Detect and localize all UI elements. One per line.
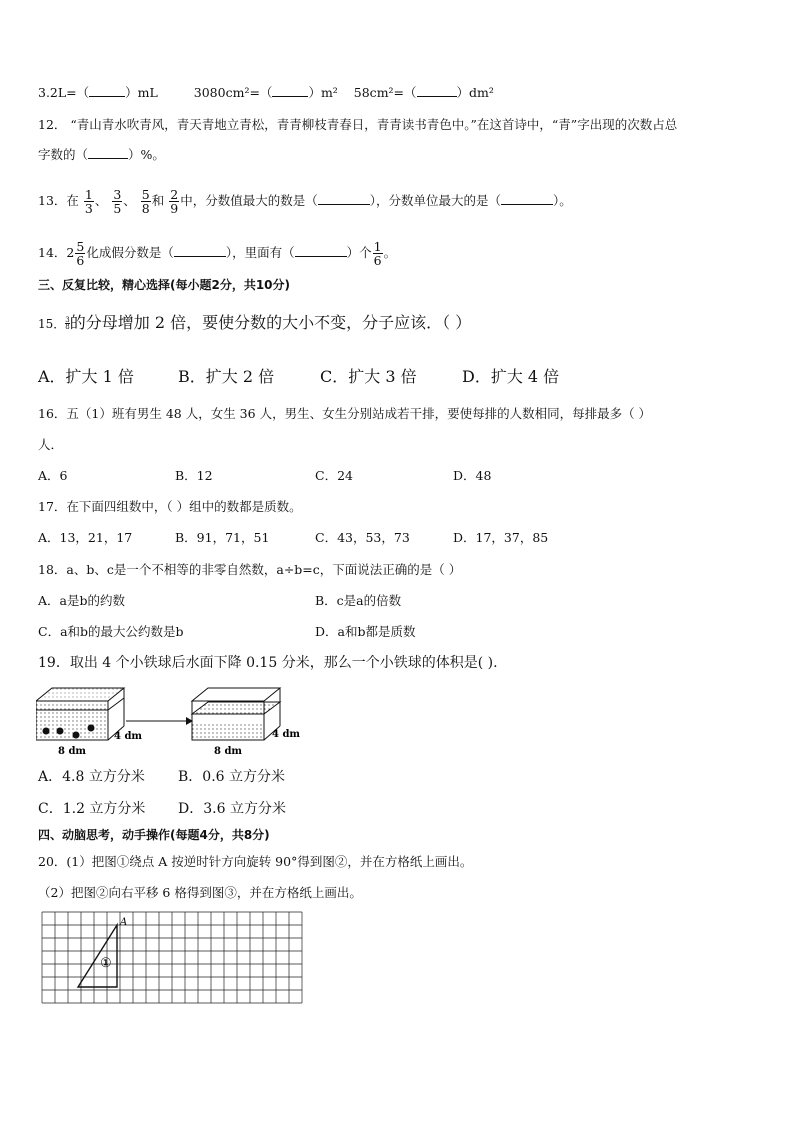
q13-line: 13．在 $\frac{1}{3}$ 、 $\frac{3}{5}$ 、 $\frac{5}{8}$ 和 $\frac{2}{9}$ 中，分数值最大的数是（ ），分数单位最大的是（ ）。	[38, 187, 572, 216]
q18-option-a[interactable]: A．a是b的约数	[38, 593, 125, 608]
q13-blank-2[interactable]	[501, 192, 553, 205]
q18-option-c[interactable]: C．a和b的最大公约数是b	[38, 624, 184, 639]
q16-line-2: 人．	[38, 437, 64, 452]
q15-option-a[interactable]: A．扩大 1 倍	[38, 367, 134, 386]
point-a-label: A	[120, 917, 128, 928]
q17-line: 17．在下面四组数中，（ ）组中的数都是质数。	[38, 499, 302, 514]
q11-blank-3[interactable]	[417, 84, 457, 97]
q19-option-c[interactable]: C．1.2 立方分米	[38, 801, 146, 817]
q16-option-c[interactable]: C．24	[315, 468, 353, 483]
q15-option-c[interactable]: C．扩大 3 倍	[320, 367, 417, 386]
q13-fraction-3: $\frac{5}{8}$	[141, 187, 150, 216]
tank1-height-label: 4 dm	[114, 731, 143, 742]
q15-fraction: $\frac{3}{8}$	[65, 316, 70, 331]
q11-line: 3.2L=（ ）mL 3080cm²=（ ）m² 58cm²=（ ）dm²	[38, 85, 494, 100]
tank-before	[36, 688, 124, 740]
q14-unit-fraction: $\frac{1}{6}$	[373, 239, 382, 268]
q19-tank-figure	[36, 684, 336, 764]
q17-option-a[interactable]: A．13，21，17	[38, 530, 133, 545]
q14-blank-2[interactable]	[295, 244, 347, 257]
q13-fraction-4: $\frac{2}{9}$	[170, 187, 179, 216]
tank2-width-label: 8 dm	[214, 746, 243, 757]
q15-option-b[interactable]: B．扩大 2 倍	[178, 367, 275, 386]
q19-option-b[interactable]: B．0.6 立方分米	[178, 769, 286, 785]
iron-ball	[57, 728, 64, 735]
q20-line-2: （2）把图②向右平移 6 格得到图③，并在方格纸上画出。	[38, 885, 362, 900]
q18-option-b[interactable]: B．c是a的倍数	[315, 593, 402, 608]
tank-after	[192, 688, 280, 740]
q18-line: 18．a、b、c是一个不相等的非零自然数，a÷b=c，下面说法正确的是（ ）	[38, 562, 462, 577]
q13-blank-1[interactable]	[318, 192, 370, 205]
q16-option-b[interactable]: B．12	[175, 468, 213, 483]
q17-option-c[interactable]: C．43，53，73	[315, 530, 410, 545]
q13-fraction-1: $\frac{1}{3}$	[84, 187, 93, 216]
section-3-heading: 三、反复比较，精心选择(每小题2分，共10分)	[38, 278, 291, 292]
q20-grid-paper[interactable]	[40, 910, 310, 1010]
tank2-height-label: 4 dm	[272, 729, 301, 740]
q19-option-a[interactable]: A．4.8 立方分米	[38, 769, 145, 785]
q12-line-2: 字数的（ ）%。	[38, 147, 165, 162]
section-4-heading: 四、动脑思考，动手操作(每题4分，共8分)	[38, 828, 270, 842]
q13-fraction-2: $\frac{3}{5}$	[113, 187, 122, 216]
q11-blank-2[interactable]	[272, 84, 308, 97]
q14-mixed-fraction: $\frac{5}{6}$	[76, 239, 85, 268]
q18-option-d[interactable]: D．a和b都是质数	[315, 624, 416, 639]
q19-line: 19．取出 4 个小铁球后水面下降 0.15 分米，那么一个小铁球的体积是( ).	[38, 655, 498, 671]
iron-ball	[88, 725, 95, 732]
q12-line-1: 12． “青山青水吹青风，青天青地立青松，青青柳枝青春日，青青读书青色中。”在这首诗中，“青”字出现的次数占总	[38, 117, 678, 132]
q16-option-a[interactable]: A．6	[38, 468, 68, 483]
q16-option-d[interactable]: D．48	[453, 468, 492, 483]
q15-option-d[interactable]: D．扩大 4 倍	[462, 367, 560, 386]
q12-blank[interactable]	[88, 146, 128, 159]
q19-option-d[interactable]: D．3.6 立方分米	[178, 801, 286, 817]
q17-option-d[interactable]: D．17，37，85	[453, 530, 549, 545]
q17-option-b[interactable]: B．91，71，51	[175, 530, 270, 545]
tank1-width-label: 8 dm	[58, 746, 87, 757]
q11-blank-1[interactable]	[89, 84, 125, 97]
q16-line-1: 16．五（1）班有男生 48 人，女生 36 人，男生、女生分别站成若干排，要使每排的人数相同，每排最多（ ）	[38, 406, 652, 421]
q14-line: 14．2 $\frac{5}{6}$ 化成假分数是（ ），里面有（ ）个 $\frac{1}{6}$ 。	[38, 239, 397, 268]
iron-ball	[73, 732, 80, 739]
iron-ball	[43, 728, 50, 735]
q15-line: 15． $\frac{3}{8}$的分母增加 2 倍，要使分数的大小不变，分子应该．（ ）	[38, 313, 472, 332]
shape-1-label: ①	[100, 956, 112, 971]
q14-blank-1[interactable]	[174, 244, 226, 257]
q20-line-1: 20．(1）把图①绕点 A 按逆时针方向旋转 90°得到图②，并在方格纸上画出。	[38, 854, 473, 869]
